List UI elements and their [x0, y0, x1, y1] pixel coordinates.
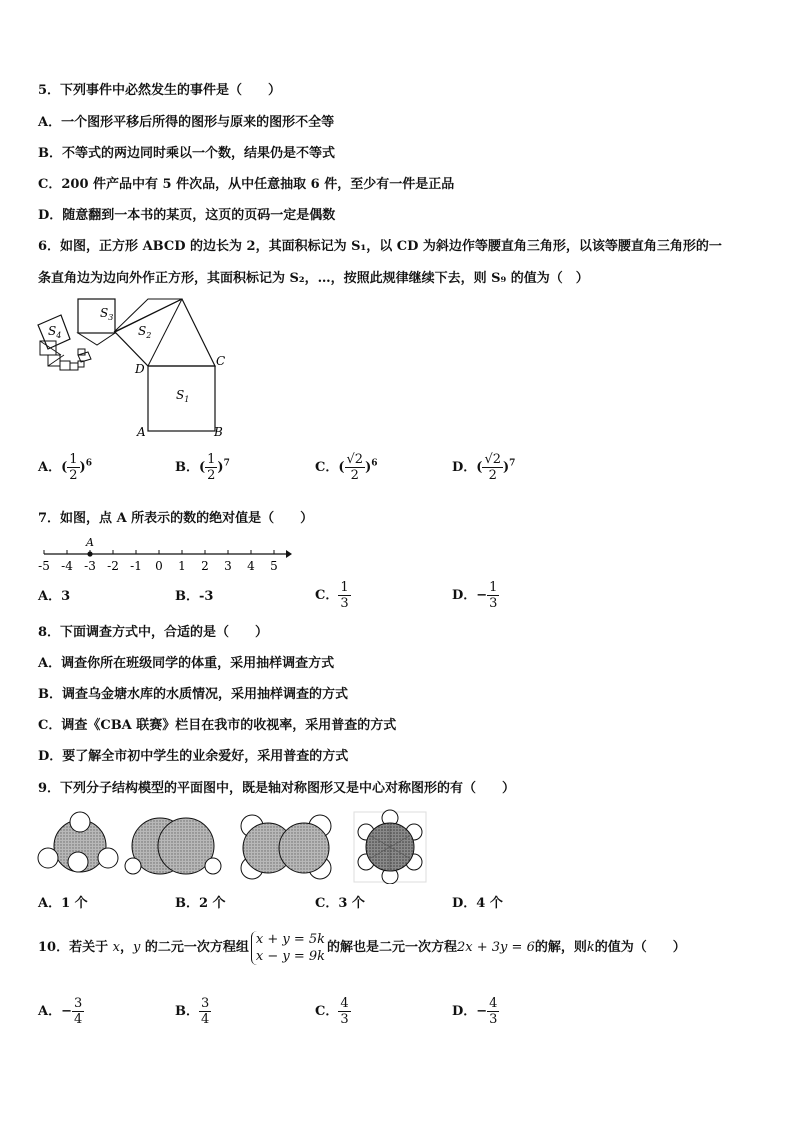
label-s3: $S_3$ [100, 306, 114, 322]
q6-option-b: B．( $\frac{1}{2}$ )$^7$ [175, 452, 230, 483]
q7-stem: 7．如图，点 A 所表示的数的绝对值是（ ） [38, 511, 314, 526]
number-line-tick-label: 5 [270, 559, 278, 573]
label-b: B [214, 425, 223, 439]
q10-option-b: B． $\frac{3}{4}$ [175, 996, 210, 1027]
number-line-tick-label: 0 [155, 559, 163, 573]
number-line-tick-label: -2 [107, 559, 119, 573]
number-line-tick-label: 2 [201, 559, 209, 573]
q8-option-a: A．调查你所在班级同学的体重，采用抽样调查方式 [38, 656, 335, 671]
molecule-4 [354, 810, 426, 884]
label-s1: $S_1$ [176, 388, 190, 404]
number-line-tick-label: -3 [84, 559, 96, 573]
molecule-3 [241, 815, 331, 879]
point-a [87, 551, 92, 556]
q7-number-line [36, 534, 292, 574]
number-line-tick-label: 4 [247, 559, 255, 573]
label-c: C [216, 354, 226, 368]
q9-stem: 9．下列分子结构模型的平面图中，既是轴对称图形又是中心对称图形的有（ ） [38, 781, 516, 796]
q10-equation-system: x + y = 5k x − y = 9k [251, 931, 325, 965]
number-line-tick-label: -1 [130, 559, 142, 573]
q8-option-b: B．调查乌金塘水库的水质情况，采用抽样调查的方式 [38, 687, 348, 702]
q8-stem: 8．下面调查方式中，合适的是（ ） [38, 625, 269, 640]
q6-stem-line1: 6．如图，正方形 ABCD 的边长为 2，其面积标记为 S₁，以 CD 为斜边作等腰直角三角形，以该等腰直角三角形的一 [38, 239, 722, 254]
q9-option-d: D．4 个 [452, 896, 503, 911]
q10-option-d: D．− $\frac{4}{3}$ [452, 996, 498, 1027]
q6-square-spiral-figure [34, 295, 234, 445]
molecule-2 [125, 818, 221, 874]
q5-option-a: A．一个图形平移后所得的图形与原来的图形不全等 [38, 115, 335, 130]
q7-option-d: D．− $\frac{1}{3}$ [452, 580, 498, 611]
q6-option-a: A．( $\frac{1}{2}$ )$^6$ [38, 452, 92, 483]
q7-option-b: B．-3 [175, 589, 214, 604]
number-line-tick-label: 1 [178, 559, 186, 573]
label-s4: $S_4$ [48, 324, 62, 340]
q8-option-d: D．要了解全市初中学生的业余爱好，采用普查的方式 [38, 749, 349, 764]
point-a-label: A [86, 536, 94, 549]
q5-stem: 5．下列事件中必然发生的事件是（ ） [38, 83, 282, 98]
q7-option-c: C． $\frac{1}{3}$ [315, 580, 349, 611]
q9-option-b: B．2 个 [175, 896, 226, 911]
number-line-tick-label: -5 [38, 559, 50, 573]
q9-molecule-figures [36, 808, 428, 884]
q10-option-c: C． $\frac{4}{3}$ [315, 996, 349, 1027]
q6-option-d: D．( $\frac{√2}{2}$ )$^7$ [452, 452, 516, 483]
label-a: A [137, 425, 146, 439]
q9-option-c: C．3 个 [315, 896, 365, 911]
q9-option-a: A．1 个 [38, 896, 88, 911]
q8-option-c: C．调查《CBA 联赛》栏目在我市的收视率，采用普查的方式 [38, 718, 397, 733]
q5-option-b: B．不等式的两边同时乘以一个数，结果仍是不等式 [38, 146, 335, 161]
label-s2: $S_2$ [138, 324, 152, 340]
q5-option-d: D．随意翻到一本书的某页，这页的页码一定是偶数 [38, 208, 336, 223]
label-d: D [135, 362, 145, 376]
number-line-tick-label: -4 [61, 559, 73, 573]
molecule-1 [38, 812, 118, 872]
q7-option-a: A．3 [38, 589, 71, 604]
q6-option-c: C．( $\frac{√2}{2}$ )$^6$ [315, 452, 378, 483]
q10-stem: 10．若关于 x，y 的二元一次方程组 x + y = 5k x − y = 9k 的解也是二元一次方程2x + 3y = 6的解，则k的值为（ ） [38, 931, 686, 964]
q5-option-c: C．200 件产品中有 5 件次品，从中任意抽取 6 件，至少有一件是正品 [38, 177, 455, 192]
number-line-tick-label: 3 [224, 559, 232, 573]
q10-option-a: A．− $\frac{3}{4}$ [38, 996, 83, 1027]
q6-stem-line2: 条直角边为边向外作正方形，其面积标记为 S₂，…，按照此规律继续下去，则 S₉ 的值为（ ） [38, 271, 589, 286]
